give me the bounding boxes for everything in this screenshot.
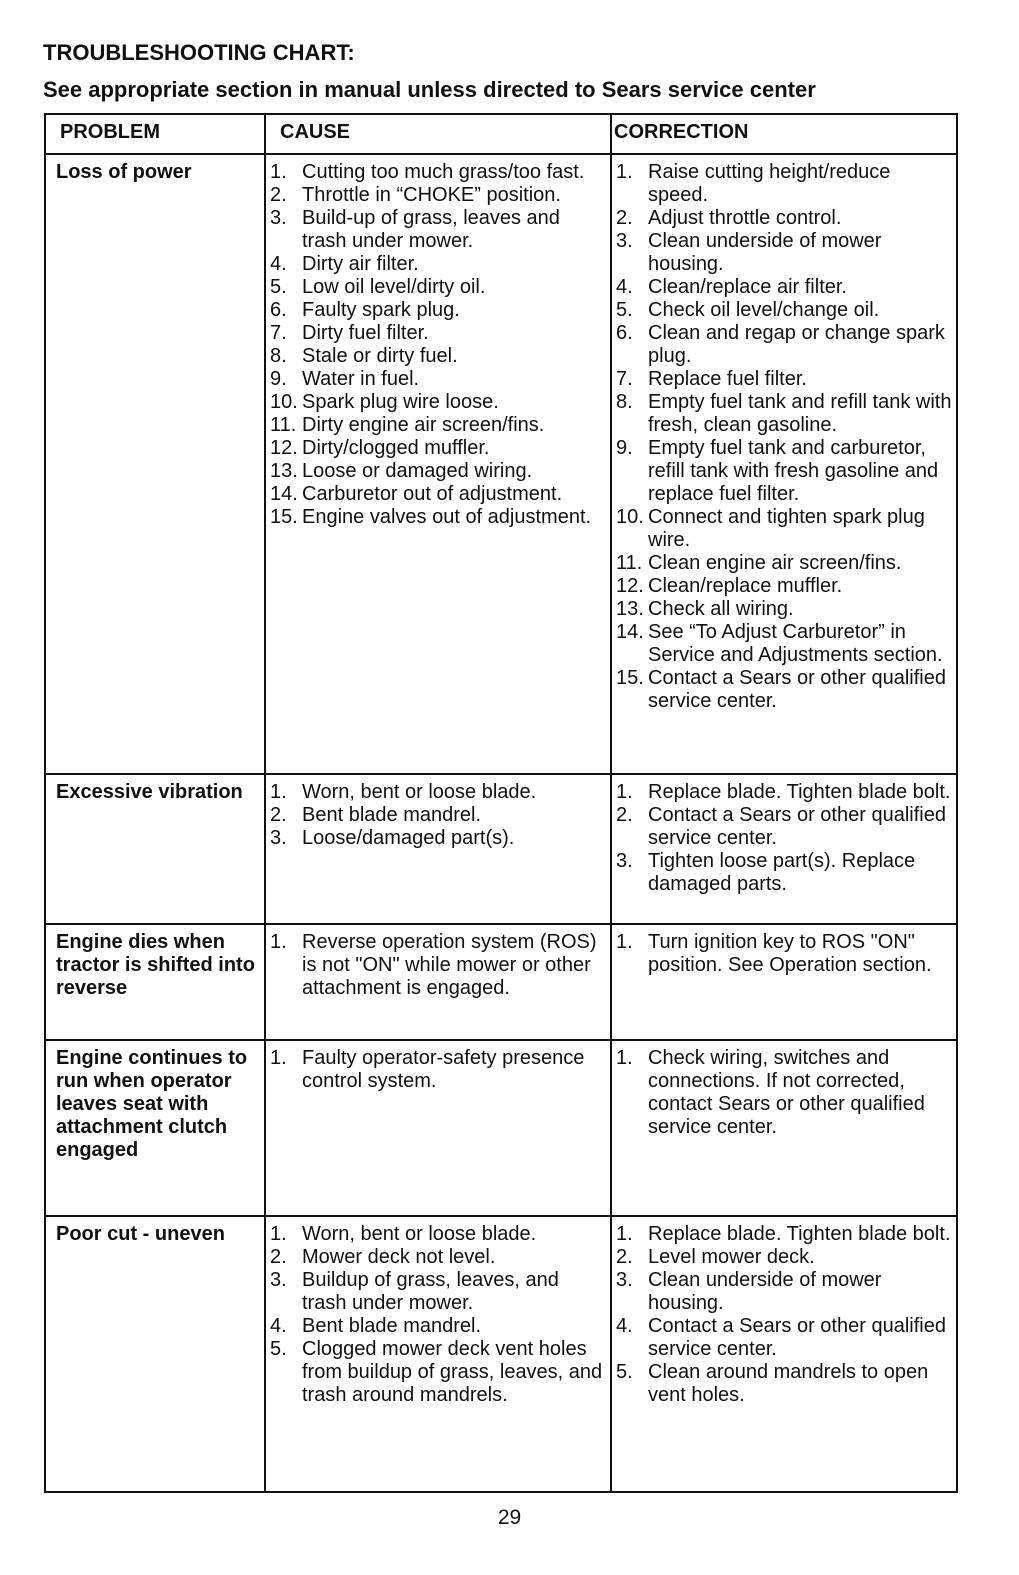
correction-item — [616, 368, 952, 391]
item-text: Stale or dirty fuel. — [302, 345, 458, 367]
chart-subtitle: See appropriate section in manual unless directed to Sears service center — [43, 77, 816, 102]
column-header-problem: PROBLEM — [45, 114, 265, 154]
item-text: Reverse operation system (ROS) is not "ON" while mower or other attachment is engaged. — [302, 931, 597, 999]
correction-item — [616, 931, 952, 977]
item-number: 3. — [270, 827, 287, 849]
item-number: 4. — [616, 1315, 633, 1337]
correction-item — [616, 437, 952, 506]
correction-cell — [611, 1216, 957, 1492]
item-number: 15. — [270, 506, 298, 528]
item-text: Bent blade mandrel. — [302, 804, 482, 826]
correction-cell — [611, 774, 957, 924]
cause-item — [270, 1047, 606, 1093]
page-number: 29 — [497, 1506, 522, 1529]
correction-item — [616, 850, 952, 896]
cause-cell — [265, 1040, 611, 1216]
item-number: 5. — [616, 1361, 633, 1383]
correction-list — [616, 161, 952, 713]
item-number: 2. — [616, 804, 633, 826]
item-text: Throttle in “CHOKE” position. — [302, 184, 561, 206]
item-number: 2. — [270, 1246, 287, 1268]
item-number: 8. — [616, 391, 633, 413]
item-number: 9. — [616, 437, 633, 459]
cause-cell — [265, 154, 611, 774]
correction-item — [616, 552, 952, 575]
item-number: 1. — [270, 781, 287, 803]
item-text: Dirty fuel filter. — [302, 322, 429, 344]
correction-item — [616, 161, 952, 207]
item-text: Connect and tighten spark plug wire. — [648, 506, 925, 551]
item-number: 1. — [270, 1047, 287, 1069]
item-text: Clean underside of mower housing. — [648, 230, 882, 275]
correction-list — [616, 931, 952, 977]
table-row — [45, 154, 957, 774]
item-text: Engine valves out of adjustment. — [302, 506, 592, 528]
correction-list — [616, 781, 952, 896]
item-number: 3. — [270, 207, 287, 229]
item-number: 1. — [616, 1047, 633, 1069]
item-text: Clean and regap or change spark plug. — [648, 322, 945, 367]
item-number: 3. — [270, 1269, 287, 1291]
cause-item — [270, 299, 606, 322]
item-number: 7. — [616, 368, 633, 390]
item-text: Dirty air filter. — [302, 253, 419, 275]
cause-item — [270, 345, 606, 368]
cause-item — [270, 1269, 606, 1315]
item-text: Mower deck not level. — [302, 1246, 496, 1268]
item-number: 13. — [616, 598, 644, 620]
item-number: 11. — [270, 414, 297, 436]
cause-cell — [265, 924, 611, 1040]
correction-item — [616, 391, 952, 437]
correction-item — [616, 230, 952, 276]
problem-cell: Loss of power — [45, 154, 265, 774]
item-text: Cutting too much grass/too fast. — [302, 161, 585, 183]
item-number: 5. — [616, 299, 633, 321]
table-header-row — [45, 114, 957, 154]
correction-cell — [611, 924, 957, 1040]
cause-item — [270, 276, 606, 299]
correction-list — [616, 1047, 952, 1139]
item-text: Replace blade. Tighten blade bolt. — [648, 1223, 951, 1245]
item-number: 15. — [616, 667, 644, 689]
item-number: 6. — [616, 322, 633, 344]
item-number: 12. — [270, 437, 298, 459]
cause-item — [270, 391, 606, 414]
item-text: Replace blade. Tighten blade bolt. — [648, 781, 951, 803]
item-text: Empty fuel tank and refill tank with fresh, clean gasoline. — [648, 391, 952, 436]
correction-list — [616, 1223, 952, 1407]
item-text: Contact a Sears or other qualified service center. — [648, 804, 946, 849]
cause-item — [270, 483, 606, 506]
item-number: 4. — [270, 253, 287, 275]
item-text: Dirty/clogged muffler. — [302, 437, 490, 459]
item-text: Clean around mandrels to open vent holes. — [648, 1361, 929, 1406]
item-text: Dirty engine air screen/fins. — [302, 414, 545, 436]
item-text: Carburetor out of adjustment. — [302, 483, 563, 505]
item-number: 1. — [270, 161, 287, 183]
item-number: 14. — [270, 483, 298, 505]
cause-item — [270, 1246, 606, 1269]
item-number: 12. — [616, 575, 644, 597]
item-text: Worn, bent or loose blade. — [302, 781, 537, 803]
cause-list — [270, 161, 606, 529]
item-text: Raise cutting height/reduce speed. — [648, 161, 891, 206]
cause-list — [270, 931, 606, 1000]
correction-item — [616, 1047, 952, 1139]
item-number: 8. — [270, 345, 287, 367]
item-text: Turn ignition key to ROS "ON" position. See Operation section. — [648, 931, 932, 976]
item-text: Spark plug wire loose. — [302, 391, 499, 413]
cause-item — [270, 207, 606, 253]
item-number: 5. — [270, 1338, 287, 1360]
item-text: Clean/replace air filter. — [648, 276, 847, 298]
table-row — [45, 1216, 957, 1492]
table-row — [45, 924, 957, 1040]
cause-list — [270, 1047, 606, 1093]
item-number: 7. — [270, 322, 287, 344]
item-text: See “To Adjust Carburetor” in Service and Adjustments section. — [648, 621, 943, 666]
item-number: 1. — [270, 931, 287, 953]
cause-item — [270, 827, 606, 850]
cause-item — [270, 437, 606, 460]
item-text: Faulty spark plug. — [302, 299, 460, 321]
correction-item — [616, 207, 952, 230]
item-number: 13. — [270, 460, 298, 482]
table-row — [45, 774, 957, 924]
correction-item — [616, 804, 952, 850]
cause-list — [270, 1223, 606, 1407]
item-text: Buildup of grass, leaves, and trash under mower. — [302, 1269, 559, 1314]
item-number: 2. — [616, 1246, 633, 1268]
cause-item — [270, 184, 606, 207]
cause-item — [270, 322, 606, 345]
cause-item — [270, 1223, 606, 1246]
item-number: 1. — [616, 931, 633, 953]
item-number: 2. — [270, 804, 287, 826]
item-number: 14. — [616, 621, 644, 643]
item-number: 2. — [616, 207, 633, 229]
item-number: 3. — [616, 230, 633, 252]
table-row — [45, 1040, 957, 1216]
correction-cell — [611, 154, 957, 774]
item-number: 1. — [270, 1223, 287, 1245]
item-number: 2. — [270, 184, 287, 206]
cause-item — [270, 1315, 606, 1338]
item-number: 1. — [616, 1223, 633, 1245]
cause-item — [270, 460, 606, 483]
correction-item — [616, 781, 952, 804]
item-text: Faulty operator-safety presence control system. — [302, 1047, 585, 1092]
correction-item — [616, 322, 952, 368]
problem-cell: Engine continues to run when operator leaves seat with attachment clutch engaged — [45, 1040, 265, 1216]
item-number: 1. — [616, 781, 633, 803]
correction-item — [616, 506, 952, 552]
correction-item — [616, 1361, 952, 1407]
correction-item — [616, 621, 952, 667]
cause-cell — [265, 1216, 611, 1492]
cause-item — [270, 804, 606, 827]
correction-item — [616, 299, 952, 322]
cause-cell — [265, 774, 611, 924]
problem-cell: Excessive vibration — [45, 774, 265, 924]
problem-cell: Engine dies when tractor is shifted into reverse — [45, 924, 265, 1040]
correction-item — [616, 1223, 952, 1246]
item-text: Loose or damaged wiring. — [302, 460, 533, 482]
cause-item — [270, 414, 606, 437]
item-number: 6. — [270, 299, 287, 321]
correction-item — [616, 598, 952, 621]
chart-title: TROUBLESHOOTING CHART: — [43, 40, 355, 65]
cause-item — [270, 506, 606, 529]
item-text: Empty fuel tank and carburetor, refill tank with fresh gasoline and replace fuel filter. — [648, 437, 939, 505]
item-text: Bent blade mandrel. — [302, 1315, 482, 1337]
item-number: 4. — [616, 276, 633, 298]
column-header-correction: CORRECTION — [611, 114, 957, 154]
item-text: Worn, bent or loose blade. — [302, 1223, 537, 1245]
cause-item — [270, 368, 606, 391]
cause-item — [270, 931, 606, 1000]
item-number: 10. — [616, 506, 644, 528]
column-header-cause: CAUSE — [265, 114, 611, 154]
item-text: Low oil level/dirty oil. — [302, 276, 486, 298]
item-text: Build-up of grass, leaves and trash under mower. — [302, 207, 560, 252]
correction-item — [616, 276, 952, 299]
item-number: 1. — [616, 161, 633, 183]
cause-item — [270, 781, 606, 804]
item-text: Water in fuel. — [302, 368, 420, 390]
correction-item — [616, 1269, 952, 1315]
item-text: Replace fuel filter. — [648, 368, 807, 390]
item-number: 9. — [270, 368, 287, 390]
correction-item — [616, 1315, 952, 1361]
item-text: Contact a Sears or other qualified service center. — [648, 1315, 946, 1360]
item-text: Check oil level/change oil. — [648, 299, 880, 321]
correction-item — [616, 1246, 952, 1269]
item-text: Adjust throttle control. — [648, 207, 842, 229]
item-text: Clean/replace muffler. — [648, 575, 843, 597]
cause-item — [270, 253, 606, 276]
correction-item — [616, 667, 952, 713]
item-text: Clogged mower deck vent holes from buildup of grass, leaves, and trash around mandrels. — [302, 1338, 603, 1406]
item-text: Loose/damaged part(s). — [302, 827, 515, 849]
correction-cell — [611, 1040, 957, 1216]
item-number: 10. — [270, 391, 298, 413]
correction-item — [616, 575, 952, 598]
item-text: Clean engine air screen/fins. — [648, 552, 902, 574]
item-text: Check all wiring. — [648, 598, 794, 620]
table-body — [45, 154, 957, 1492]
cause-item — [270, 161, 606, 184]
item-number: 4. — [270, 1315, 287, 1337]
cause-list — [270, 781, 606, 850]
item-number: 3. — [616, 850, 633, 872]
item-text: Tighten loose part(s). Replace damaged parts. — [648, 850, 916, 895]
item-number: 11. — [616, 552, 643, 574]
cause-item — [270, 1338, 606, 1407]
item-text: Clean underside of mower housing. — [648, 1269, 882, 1314]
item-text: Contact a Sears or other qualified service center. — [648, 667, 946, 712]
troubleshooting-table — [44, 113, 958, 1493]
item-text: Level mower deck. — [648, 1246, 815, 1268]
item-number: 5. — [270, 276, 287, 298]
item-number: 3. — [616, 1269, 633, 1291]
item-text: Check wiring, switches and connections. If not corrected, contact Sears or other qualified service center. — [648, 1047, 925, 1138]
problem-cell: Poor cut - uneven — [45, 1216, 265, 1492]
